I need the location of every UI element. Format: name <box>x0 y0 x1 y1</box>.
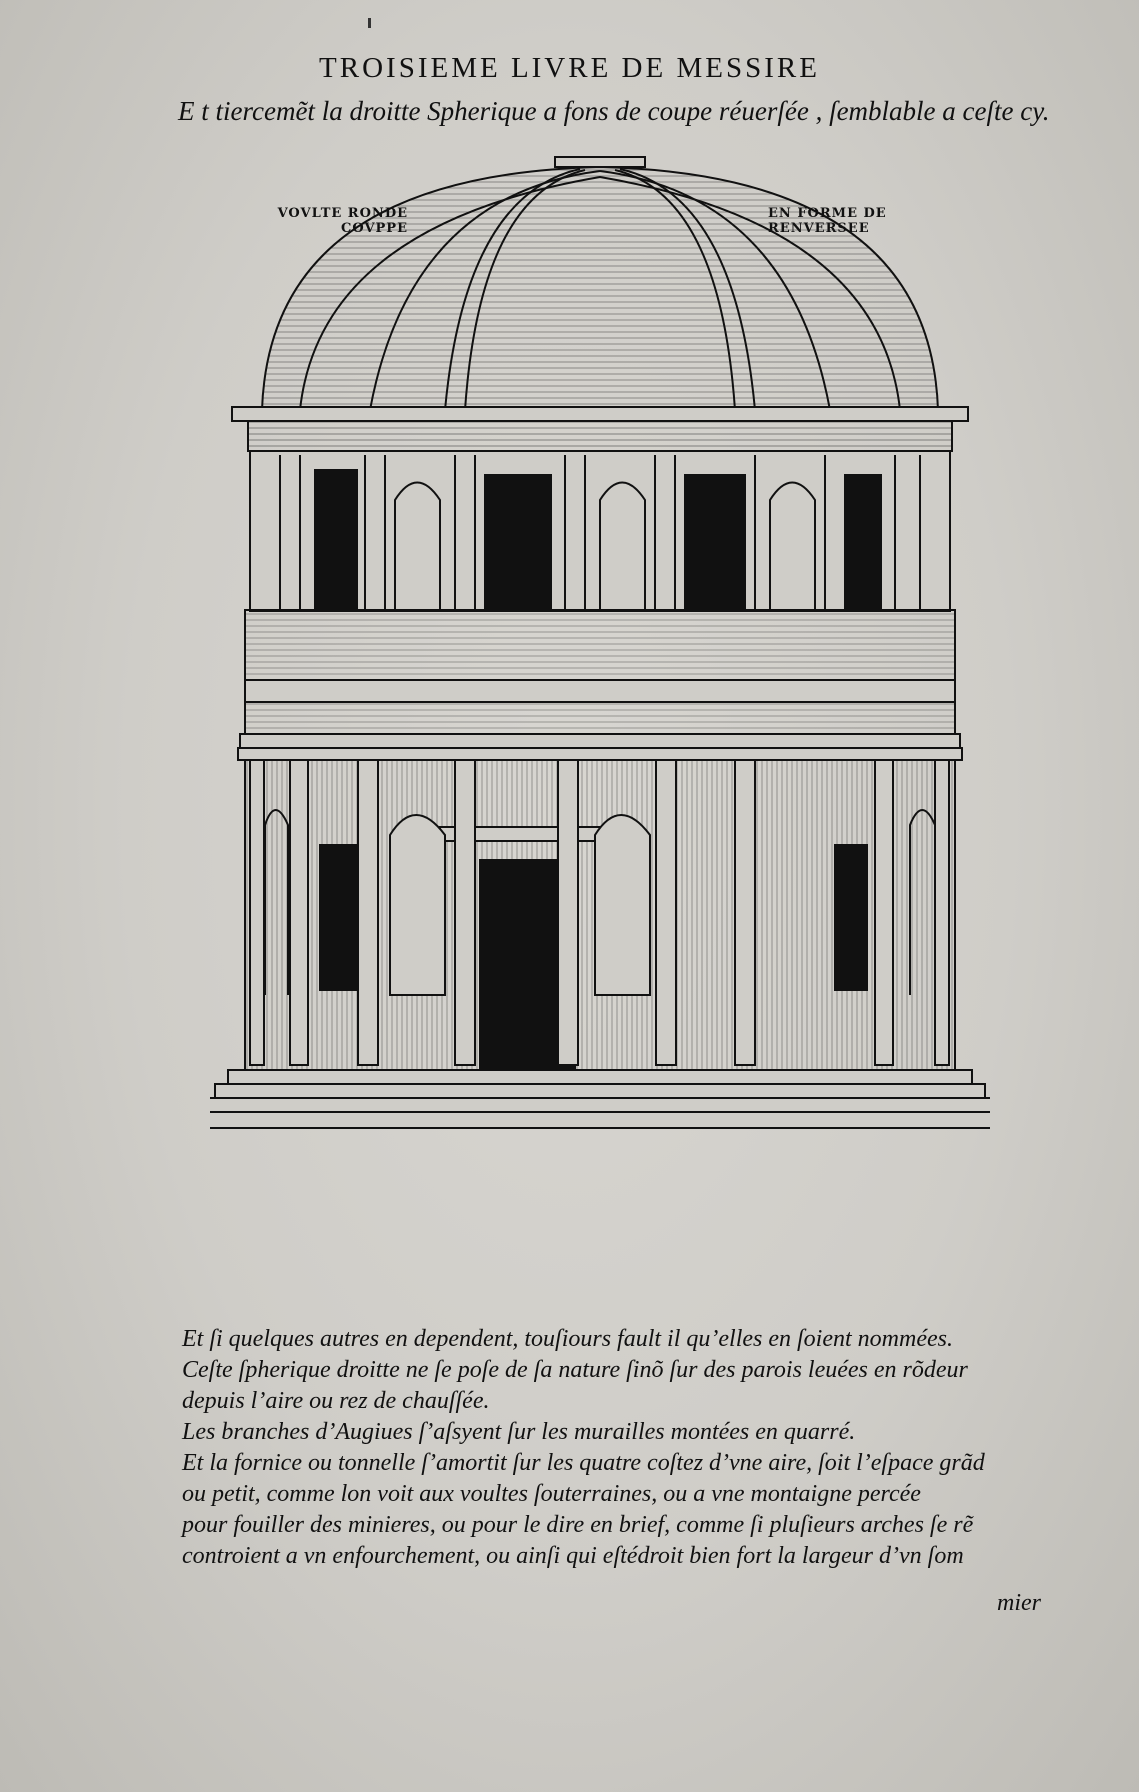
dome <box>262 167 938 410</box>
figure-label-left-line-1: VOVLTE RONDE <box>277 206 408 221</box>
step-2 <box>215 1084 985 1098</box>
body-line: Ceſte ſpherique droitte ne ſe poſe de ſa nature ſinõ ſur des parois leuées en rõdeur <box>182 1357 968 1383</box>
upper-cornice <box>232 407 968 421</box>
body-line: ou petit, comme lon voit aux voultes ſouterraines, ou a vne montaigne percée <box>182 1481 921 1507</box>
running-head: TROISIEME LIVRE DE MESSIRE <box>319 52 820 84</box>
step-1 <box>228 1070 972 1084</box>
intro-line: E t tiercemẽt la droitte Spherique a fons de coupe réuerſée , ſemblable a ceſte cy. <box>178 96 1050 126</box>
figure-label-right-line-1: EN FORME DE <box>768 206 887 221</box>
step-3 <box>210 1098 990 1112</box>
body-line: controient a vn enfourchement, ou ainſi qui eſtédroit bien fort la largeur d’vn ſom <box>182 1543 964 1569</box>
figure-label-right-line-2: RENVERSEE <box>768 221 870 236</box>
figure-label-left-line-2: COVPPE <box>341 221 408 236</box>
body-text <box>182 1324 1042 1572</box>
step-4 <box>210 1112 990 1128</box>
catchword: mier <box>997 1590 1041 1616</box>
body-line: pour fouiller des minieres, ou pour le dire en brief, comme ſi pluſieurs arches ſe rẽ <box>182 1512 974 1538</box>
tempietto-woodcut <box>210 155 990 1295</box>
body-line: Et la fornice ou tonnelle ſ’amortit ſur les quatre coſtez d’vne aire, ſoit l’eſpace grãd <box>182 1450 985 1476</box>
body-line: Et ſi quelques autres en dependent, touſiours fault il qu’elles en ſoient nommées. <box>182 1326 953 1352</box>
body-line: depuis l’aire ou rez de chauſſée. <box>182 1388 490 1414</box>
body-line: Les branches d’Augiues ſ’aſsyent ſur les murailles montées en quarré. <box>182 1419 856 1445</box>
printer-mark <box>368 18 371 28</box>
balustrade-band <box>245 610 955 680</box>
